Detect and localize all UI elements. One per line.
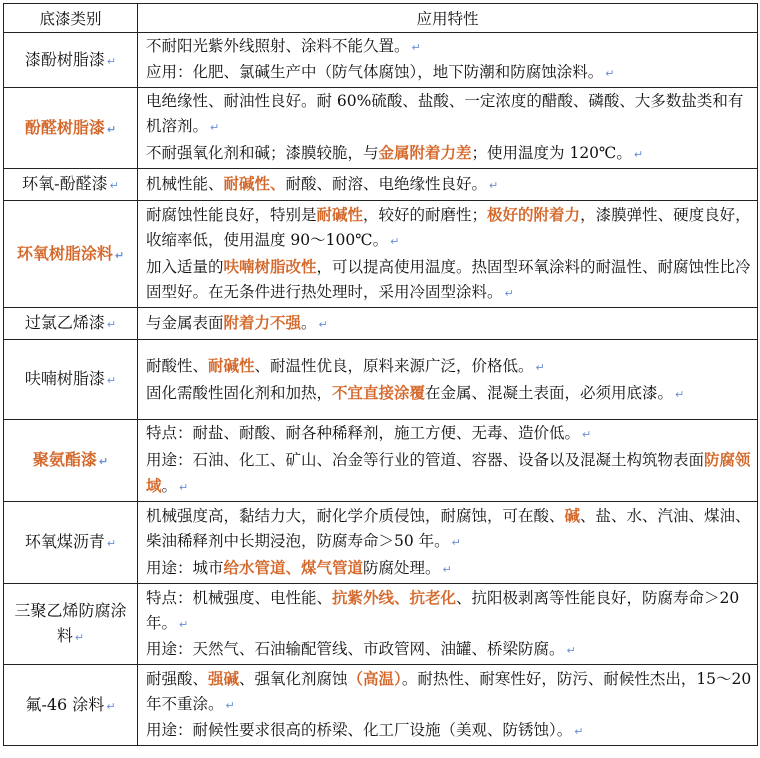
header-properties: 应用特性: [138, 4, 758, 33]
text-segment: 耐强酸、: [146, 670, 209, 688]
property-line: [146, 503, 753, 555]
highlight-text: 防腐领域: [146, 450, 751, 495]
return-mark-icon: ↵: [179, 618, 189, 631]
coating-name: 聚氨酯漆 ↵: [4, 420, 138, 502]
highlight-text: 金属附着力差: [378, 143, 472, 162]
header-row: [4, 4, 758, 33]
return-mark-icon: ↵: [574, 725, 584, 738]
property-line: [146, 310, 753, 337]
property-line: [146, 140, 753, 167]
text-segment: 、盐、水、汽油、煤油、柴油稀释剂中长期浸泡，防腐寿命＞50 年。: [146, 507, 751, 550]
text-segment: 不耐阳光紫外线照射、涂料不能久置。: [146, 37, 410, 55]
return-mark-icon: ↵: [106, 122, 117, 136]
coating-name: 呋喃树脂漆 ↵: [4, 340, 138, 420]
property-line: [146, 89, 753, 140]
text-segment: 耐酸、耐溶、电绝缘性良好。: [285, 175, 488, 193]
property-line: [146, 353, 753, 380]
return-mark-icon: ↵: [210, 121, 220, 134]
property-line: [146, 637, 753, 663]
highlight-text: （高温）: [347, 669, 402, 688]
text-segment: 。耐热性、耐寒性好，防污、耐候性杰出，15～20 年不重涂。: [146, 670, 752, 713]
coating-name: 过氯乙烯漆 ↵: [4, 308, 138, 340]
return-mark-icon: ↵: [489, 179, 499, 192]
coating-properties: [138, 502, 758, 584]
return-mark-icon: ↵: [390, 235, 400, 248]
coating-properties: [138, 88, 758, 169]
coating-properties: [138, 33, 758, 88]
coating-name: 环氧-酚醛漆 ↵: [4, 169, 138, 201]
highlight-text: 不宜直接涂覆: [332, 382, 426, 402]
highlight-text: 耐碱性: [208, 355, 255, 375]
text-segment: 防腐处理。: [363, 559, 441, 577]
table-row: [4, 420, 758, 502]
coating-properties: [138, 340, 758, 420]
highlight-text: 碱: [564, 506, 581, 525]
return-mark-icon: ↵: [582, 428, 592, 441]
coating-properties: [138, 420, 758, 502]
text-segment: 用途：耐候性要求很高的桥梁、化工厂设施（美观、防锈蚀）。: [146, 721, 573, 739]
property-line: [146, 171, 753, 198]
return-mark-icon: ↵: [566, 644, 576, 657]
table-row: [4, 308, 758, 340]
coating-name: 环氧树脂涂料 ↵: [4, 201, 138, 308]
text-segment: 用途：石油、化工、矿山、冶金等行业的管道、容器、设备以及混凝土构筑物表面: [146, 451, 705, 469]
highlight-text: 附着力不强: [223, 313, 302, 332]
text-segment: 在金属、混凝土表面，必须用底漆。: [425, 383, 674, 402]
text-segment: 耐酸性、: [146, 356, 209, 375]
coating-properties: [138, 308, 758, 340]
table-row: [4, 169, 758, 201]
highlight-text: 极好的附着力: [487, 205, 581, 224]
text-segment: 耐腐蚀性能良好，特别是: [146, 206, 317, 224]
highlight-text: 耐碱性: [316, 205, 364, 224]
property-line: [146, 585, 753, 637]
return-mark-icon: ↵: [675, 387, 685, 401]
return-mark-icon: ↵: [106, 537, 117, 550]
return-mark-icon: ↵: [504, 287, 514, 300]
table-row: [4, 584, 758, 665]
return-mark-icon: ↵: [74, 631, 85, 644]
property-line: [146, 555, 753, 582]
return-mark-icon: ↵: [535, 360, 545, 374]
header-category: 底漆类别: [4, 4, 138, 33]
text-segment: 不耐强氧化剂和碱；漆膜较脆，与: [146, 144, 379, 162]
table-row: [4, 33, 758, 88]
coating-name: 漆酚树脂漆 ↵: [4, 33, 138, 88]
text-segment: 用途：天然气、石油输配管线、市政管网、油罐、桥梁防腐。: [146, 640, 565, 658]
coating-name: 三聚乙烯防腐涂料 ↵: [4, 584, 138, 665]
table-row: [4, 665, 758, 746]
text-segment: 、强氧化剂腐蚀: [239, 670, 348, 688]
property-line: [146, 202, 753, 254]
highlight-text: 抗紫外线、抗老化: [332, 588, 457, 607]
return-mark-icon: ↵: [106, 699, 116, 713]
table-row: [4, 340, 758, 420]
coating-properties: [138, 665, 758, 746]
text-segment: ；使用温度为 120℃。: [471, 144, 632, 162]
text-segment: 特点：耐盐、耐酸、耐各种稀释剂，施工方便、无毒、造价低。: [146, 424, 581, 442]
text-segment: ，漆膜弹性、硬度良好，收缩率低，使用温度 90～100℃。: [146, 206, 751, 249]
text-segment: 特点：机械强度、电性能、: [146, 589, 333, 607]
table-row: [4, 88, 758, 169]
return-mark-icon: ↵: [106, 374, 117, 387]
return-mark-icon: ↵: [411, 41, 421, 54]
text-segment: 与金属表面: [146, 314, 224, 332]
text-segment: 、耐温性优良，原料来源广泛，价格低。: [254, 356, 534, 375]
return-mark-icon: ↵: [225, 699, 235, 712]
highlight-text: 强碱: [208, 669, 240, 688]
property-line: [146, 380, 753, 407]
return-mark-icon: ↵: [179, 481, 189, 494]
return-mark-icon: ↵: [442, 563, 452, 576]
text-segment: ，较好的耐磨性；: [363, 206, 488, 224]
text-segment: 。: [301, 314, 317, 332]
coating-table: [3, 3, 758, 746]
property-line: [146, 421, 753, 447]
return-mark-icon: ↵: [633, 148, 644, 161]
text-segment: 加入适量的: [146, 258, 224, 276]
text-segment: 用途：城市: [146, 559, 224, 577]
return-mark-icon: ↵: [106, 54, 117, 68]
property-line: [146, 666, 753, 718]
property-line: [146, 718, 753, 744]
return-mark-icon: ↵: [451, 536, 461, 549]
coating-name: 氟-46 涂料 ↵: [4, 665, 138, 746]
return-mark-icon: ↵: [318, 318, 328, 331]
return-mark-icon: ↵: [114, 248, 125, 262]
coating-name: 酚醛树脂漆 ↵: [4, 88, 138, 169]
text-segment: 、抗阳极剥离等性能良好，防腐寿命＞20 年。: [146, 589, 740, 632]
text-segment: 机械强度高，黏结力大，耐化学介质侵蚀，耐腐蚀，可在酸、: [146, 507, 565, 525]
coating-name: 环氧煤沥青 ↵: [4, 502, 138, 584]
highlight-text: 给水管道、煤气管道: [223, 558, 364, 577]
property-line: [146, 60, 753, 86]
text-segment: ，可以提高使用温度。热固型环氧涂料的耐温性、耐腐蚀性比冷固型好。在无条件进行热处理时，采用冷固型涂料。: [146, 258, 751, 301]
table-row: [4, 502, 758, 584]
table-row: [4, 201, 758, 308]
property-line: [146, 447, 753, 500]
text-segment: 应用：化肥、氯碱生产中（防气体腐蚀），地下防潮和防腐蚀涂料。: [146, 63, 604, 81]
highlight-text: 耐碱性、: [223, 174, 286, 193]
coating-properties: [138, 169, 758, 201]
text-segment: 固化需酸性固化剂和加热，: [146, 383, 333, 402]
property-line: [146, 34, 753, 60]
coating-properties: [138, 201, 758, 308]
text-segment: 机械性能、: [146, 175, 224, 193]
return-mark-icon: ↵: [109, 179, 119, 192]
text-segment: 电绝缘性、耐油性良好。耐 60%硫酸、盐酸、一定浓度的醋酸、磷酸、大多数盐类和有机溶剂。: [146, 92, 744, 135]
property-line: [146, 254, 753, 306]
return-mark-icon: ↵: [106, 318, 117, 331]
coating-properties: [138, 584, 758, 665]
return-mark-icon: ↵: [98, 455, 109, 468]
return-mark-icon: ↵: [605, 67, 615, 80]
text-segment: 。: [161, 477, 178, 495]
highlight-text: 呋喃树脂改性: [223, 257, 317, 276]
